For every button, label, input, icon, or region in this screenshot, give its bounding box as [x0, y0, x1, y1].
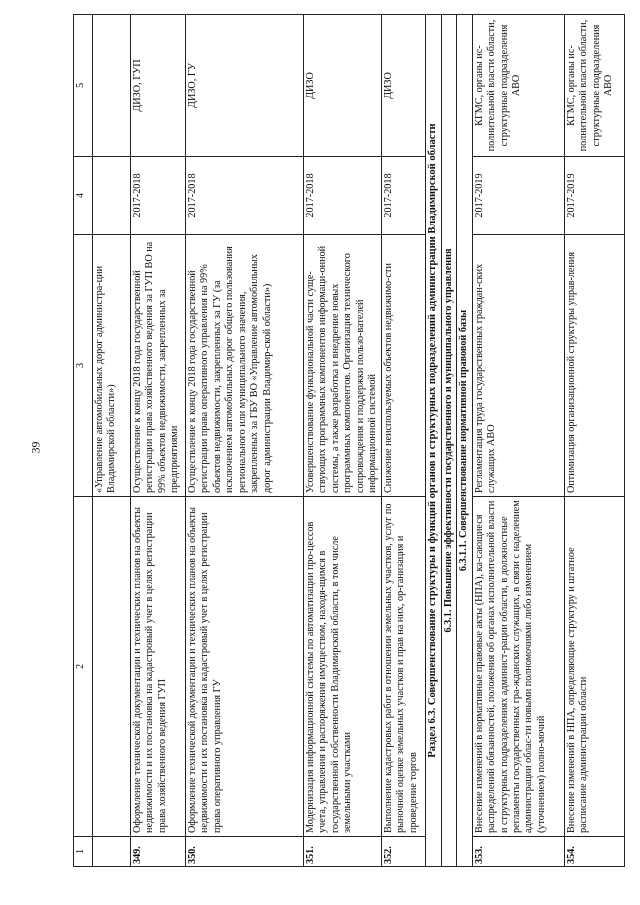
continuation-row: [93, 15, 131, 867]
column-header-2: 2: [74, 497, 93, 837]
subsection-title: 6.3.1. Повышение эффективности государственного и муниципального управления: [441, 15, 456, 867]
row-result: Регламентация труда государственных граждан-ских служащих АВО: [472, 235, 564, 497]
row-period: 2017-2019: [564, 157, 624, 235]
column-header-4: 4: [74, 157, 93, 235]
row-period: 2017-2018: [382, 157, 426, 235]
column-header-1: 1: [74, 837, 93, 867]
section-row: [426, 15, 442, 867]
row-measure: Модернизация информационной системы по автоматизации про-цессов учета, управления и распоряжения имуществом, находя-щимся в государственной собственности Владимирской области, в том числе земельными участками: [304, 497, 382, 837]
row-period: 2017-2018: [304, 157, 382, 235]
row-number: 351.: [304, 837, 382, 867]
row-measure: Оформление технической документации и технических планов на объекты недвижимости и их постановка на кадастровый учет в целях регистрации права хозяйственного ведения ГУП: [131, 497, 186, 837]
subsubsection-title: 6.3.1.1. Совершенствование нормативной правовой базы: [457, 15, 472, 867]
row-number: 349.: [131, 837, 186, 867]
table-row: [382, 15, 426, 867]
table-row: [564, 15, 624, 867]
row-executor: ДИЗО, ГУП: [131, 15, 186, 157]
row-executor: КГМС, органы ис-полнительной власти области, структурные подразделения АВО: [564, 15, 624, 157]
row-executor: ДИЗО: [304, 15, 382, 157]
row-number: 353.: [472, 837, 564, 867]
subsubsection-row: [457, 15, 472, 867]
row-measure: Выполнение кадастровых работ в отношении земельных участков, услуг по рыночной оценке земельных участков и прав на них, ор-ганизация и проведение торгов: [382, 497, 426, 837]
plan-table: [73, 14, 625, 867]
column-header-5: 5: [74, 15, 93, 157]
row-measure: Внесение изменений в нормативные правовые акты (НПА), ка-сающиеся распределений обязанностей, положения об органах исполнительной власти и структурных подразделениях админист-рации области, в должностные регламенты государственных гра-жданских служащих, в связи с наделением администрации облас-ти новыми полномочиями либо изменением (уточнением) полно-мочий: [472, 497, 564, 837]
subsection-row: [441, 15, 456, 867]
column-header-3: 3: [74, 235, 93, 497]
row-measure: Оформление технической документации и технических планов на объекты недвижимости и их постановка на кадастровый учет в целях регистрации права оперативного управления ГУ: [186, 497, 304, 837]
row-period: 2017-2018: [186, 157, 304, 235]
row-period: 2017-2019: [472, 157, 564, 235]
row-executor: ДИЗО: [382, 15, 426, 157]
row-executor: КГМС, органы ис-полнительной власти области, структурные подразделения АВО: [472, 15, 564, 157]
row-executor: ДИЗО, ГУ: [186, 15, 304, 157]
table-row: [186, 15, 304, 867]
row-period: 2017-2018: [131, 157, 186, 235]
row-result: Оптимизация организационной структуры управ-ления: [564, 235, 624, 497]
rotated-table-container: [73, 15, 614, 867]
row-result: Снижение неиспользуемых объектов недвижимо-сти: [382, 235, 426, 497]
continuation-text: «Управление автомобильных дорог администра-ции Владимирской области»): [93, 235, 131, 497]
row-measure: Внесение изменений в НПА, определяющие структуру и штатное расписание администрации области: [564, 497, 624, 837]
row-result: Осуществление к концу 2018 года государственной регистрации права хозяйственного ведения за ГУП ВО на 99% объектов недвижимости, закрепленных за предприятиями: [131, 235, 186, 497]
table-row: [131, 15, 186, 867]
row-result: Осуществление к концу 2018 года государственной регистрации права оперативного управления на 99% объектов недвижимости, закрепленных за ГУ (за исключением автомобильных дорог общего пользования регионального или муниципального значения, закрепленных за ГБУ ВО «Управление автомобильных дорог администрации Владимир-ской области»): [186, 235, 304, 497]
column-number-row: [74, 15, 93, 867]
row-number: 350.: [186, 837, 304, 867]
row-result: Усовершенствование функциональной части суще-ствующих программных компонентов информаци-онной системы, а также разработка и внедрение новых программных компонентов. Организация технического сопровождения и поддержки пользо-вателей информационной системой: [304, 235, 382, 497]
row-number: 354.: [564, 837, 624, 867]
row-number: 352.: [382, 837, 426, 867]
page-number: 39: [28, 441, 43, 454]
section-title: Раздел 6.3. Совершенствование структуры и функций органов и структурных подразделений администрации Владимирской области: [426, 15, 442, 867]
table-row: [472, 15, 564, 867]
table-row: [304, 15, 382, 867]
